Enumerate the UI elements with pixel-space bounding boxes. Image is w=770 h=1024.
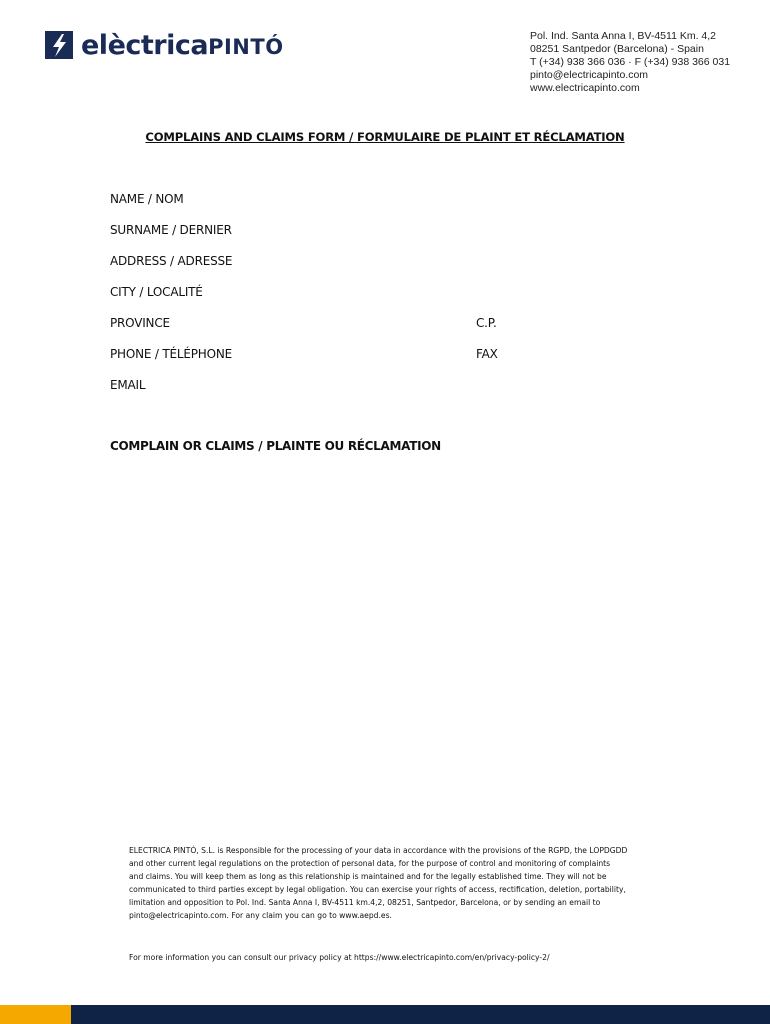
- legal-line: pinto@electricapinto.com. For any claim you can go to www.aepd.es.: [129, 911, 392, 920]
- phone-fax-line: T (+34) 938 366 036 · F (+34) 938 366 031: [530, 56, 731, 68]
- legal-line: and claims. You will keep them as long as this relationship is maintained and for the legally established time. They will not be: [129, 872, 607, 881]
- city-field-label: CITY / LOCALITÉ: [110, 285, 203, 299]
- footer-bar: [0, 1005, 770, 1024]
- surname-field-label: SURNAME / DERNIER: [110, 223, 232, 237]
- legal-line: limitation and opposition to Pol. Ind. Santa Anna I, BV-4511 km.4,2, 08251, Santpedor, Barcelona, or by sending an email to: [129, 898, 601, 907]
- privacy-policy-note: For more information you can consult our privacy policy at https://www.electricapinto.com/en/privacy-policy-2/: [129, 953, 550, 962]
- lightning-bolt-icon: [45, 31, 73, 59]
- legal-notice: [129, 844, 689, 922]
- company-contact-block: [530, 30, 730, 95]
- contact-website: www.electricapinto.com: [530, 82, 640, 94]
- legal-line: and other current legal regulations on the protection of personal data, for the purpose of control and monitoring of complaints: [129, 859, 611, 868]
- postal-code-field-label: C.P.: [476, 316, 497, 330]
- address-line-1: Pol. Ind. Santa Anna I, BV-4511 Km. 4,2: [530, 30, 717, 42]
- logo-wordmark: [81, 30, 284, 61]
- fax-field-label: FAX: [476, 347, 498, 361]
- address-line-2: 08251 Santpedor (Barcelona) - Spain: [530, 43, 704, 55]
- legal-line: communicated to third parties except by legal obligation. You can exercise your rights of access, rectification, deletion, portability,: [129, 885, 626, 894]
- logo-text-part2: PINTÓ: [208, 34, 284, 59]
- phone-field-label: PHONE / TÉLÉPHONE: [110, 347, 232, 361]
- contact-email: pinto@electricapinto.com: [530, 69, 649, 81]
- address-field-label: ADDRESS / ADRESSE: [110, 254, 233, 268]
- form-title: COMPLAINS AND CLAIMS FORM / FORMULAIRE DE PLAINT ET RÉCLAMATION: [145, 130, 625, 144]
- logo-text-part1: elèctrica: [81, 29, 209, 61]
- footer-accent-block: [0, 1005, 71, 1024]
- legal-line: ELECTRICA PINTÓ, S.L. is Responsible for the processing of your data in accordance with the provisions of the RGPD, the LOPDGDD: [129, 846, 628, 855]
- complaint-section-heading: COMPLAIN OR CLAIMS / PLAINTE OU RÉCLAMATION: [110, 439, 441, 453]
- name-field-label: NAME / NOM: [110, 192, 184, 206]
- province-field-label: PROVINCE: [110, 316, 170, 330]
- email-field-label: EMAIL: [110, 378, 146, 392]
- company-logo: [45, 28, 284, 62]
